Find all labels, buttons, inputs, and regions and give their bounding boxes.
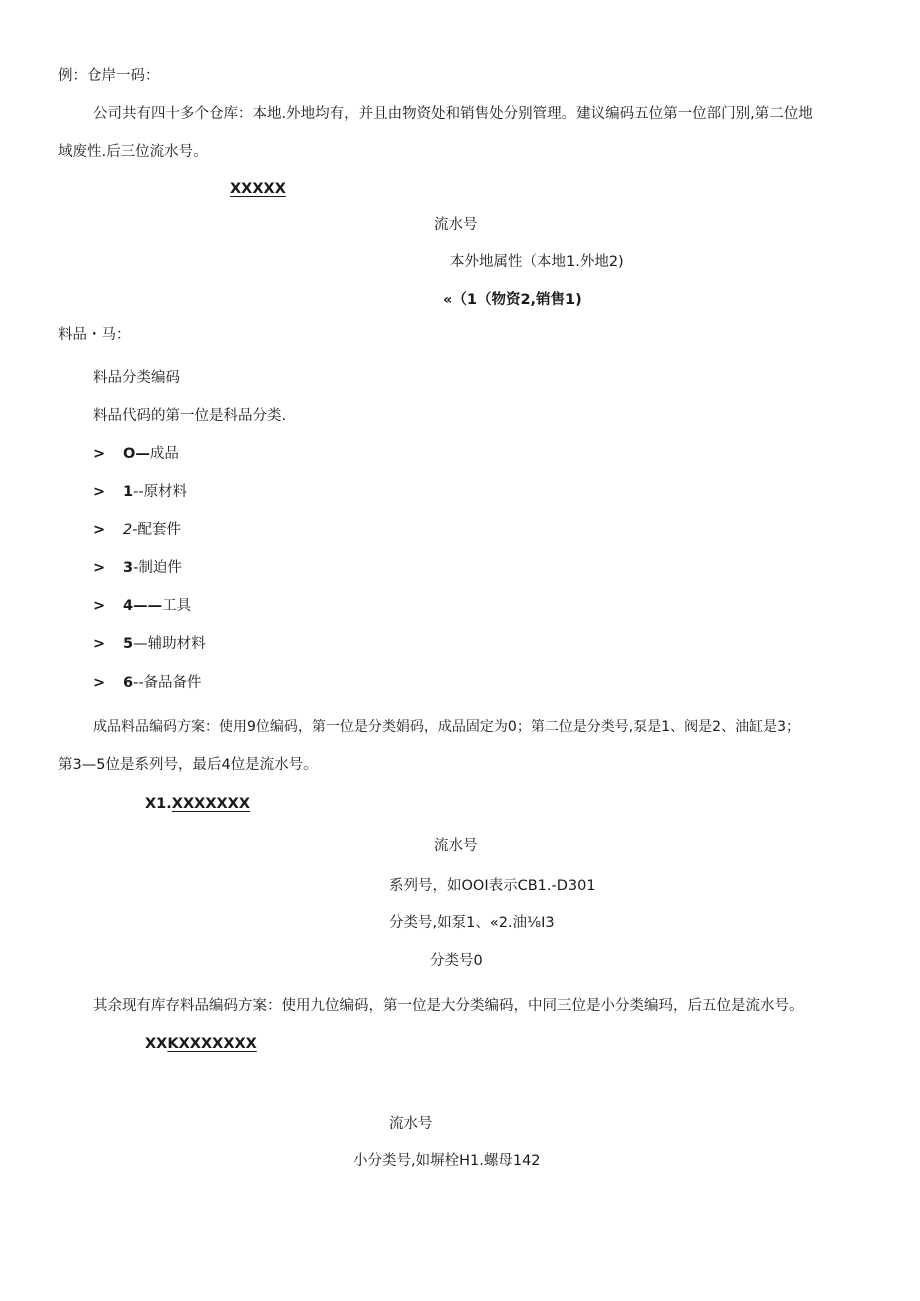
category-code: 4 [123,598,134,614]
bullet-marker: > [93,675,106,691]
category-name: 辅助材料 [147,636,206,652]
category-code: 5 [123,636,134,652]
bullet-marker: > [93,598,106,614]
finished-label-class0: 分类号0 [430,953,483,969]
bullet-marker: > [93,446,106,462]
bullet-marker: > [93,560,106,576]
bullet-marker: > [93,522,106,538]
warehouse-code-pattern: XXXXX [230,181,286,197]
category-code: 2 [123,522,133,538]
material-heading: 料品・马： [58,327,131,343]
warehouse-paragraph-line2: 域废性.后三位流水号。 [58,144,208,160]
category-name: 工具 [162,598,192,614]
example-label: 例：仓岸一码： [58,68,160,84]
category-separator: -- [133,484,144,500]
category-name: 备品备件 [143,675,202,691]
other-label-serial: 流水号 [389,1116,433,1132]
other-code-prefix: XX [145,1036,168,1052]
category-separator: —— [133,598,163,614]
category-separator: - [132,522,138,538]
material-intro: 料品代码的第一位是科品分类. [93,408,287,424]
category-separator: - [133,560,139,576]
category-name: 配套件 [137,522,181,538]
bullet-marker: > [93,484,106,500]
finished-scheme-line1: 成品料品编码方案：使用9位编码，第一位是分类娟码，成品固定为0；第二位是分类号,泵是1、阀是2、油缸是3； [93,719,800,735]
finished-code-prefix: X1. [145,796,172,812]
bullet-marker: > [93,636,106,652]
finished-code-rest: XXXXXXX [171,796,251,812]
category-separator: -- [133,675,144,691]
category-separator: — [135,446,150,462]
category-name: 原材料 [143,484,188,500]
finished-label-class: 分类号,如泵1、«2.油⅛I3 [389,915,555,931]
warehouse-paragraph-line1: 公司共有四十多个仓库：本地.外地均有，并且由物资处和销售处分别管理。建议编码五位第一位部门别,第二位地 [93,106,813,122]
category-name: 成品 [149,446,179,462]
other-code-rest: KXXXXXXX [167,1036,257,1052]
finished-label-serial: 流水号 [434,838,478,854]
category-name: 制迫件 [138,560,182,576]
finished-label-series: 系列号，如OOI表示CB1.-D301 [389,878,596,894]
category-code: 6 [123,675,134,691]
category-code: 1 [123,484,134,500]
other-scheme-line: 其余现有库存料品编码方案：使用九位编码，第一位是大分类编码，中同三位是小分类编玛，后五位是流水号。 [93,998,804,1014]
other-label-sub: 小分类号,如塀栓H1.螺母142 [353,1153,541,1169]
finished-code-pattern [145,794,250,814]
category-code: O [123,446,136,462]
warehouse-label-dept: «（1（物资2,销售1) [443,292,582,308]
finished-scheme-line2: 第3—5位是系列号，最后4位是流水号。 [58,757,318,773]
category-code: 3 [123,560,134,576]
category-separator: — [133,636,148,652]
other-code-pattern [145,1034,257,1054]
material-subheading: 料品分类编码 [93,370,180,386]
warehouse-label-serial: 流水号 [434,217,478,233]
warehouse-label-locality: 本外地属性（本地1.外地2) [450,254,624,270]
